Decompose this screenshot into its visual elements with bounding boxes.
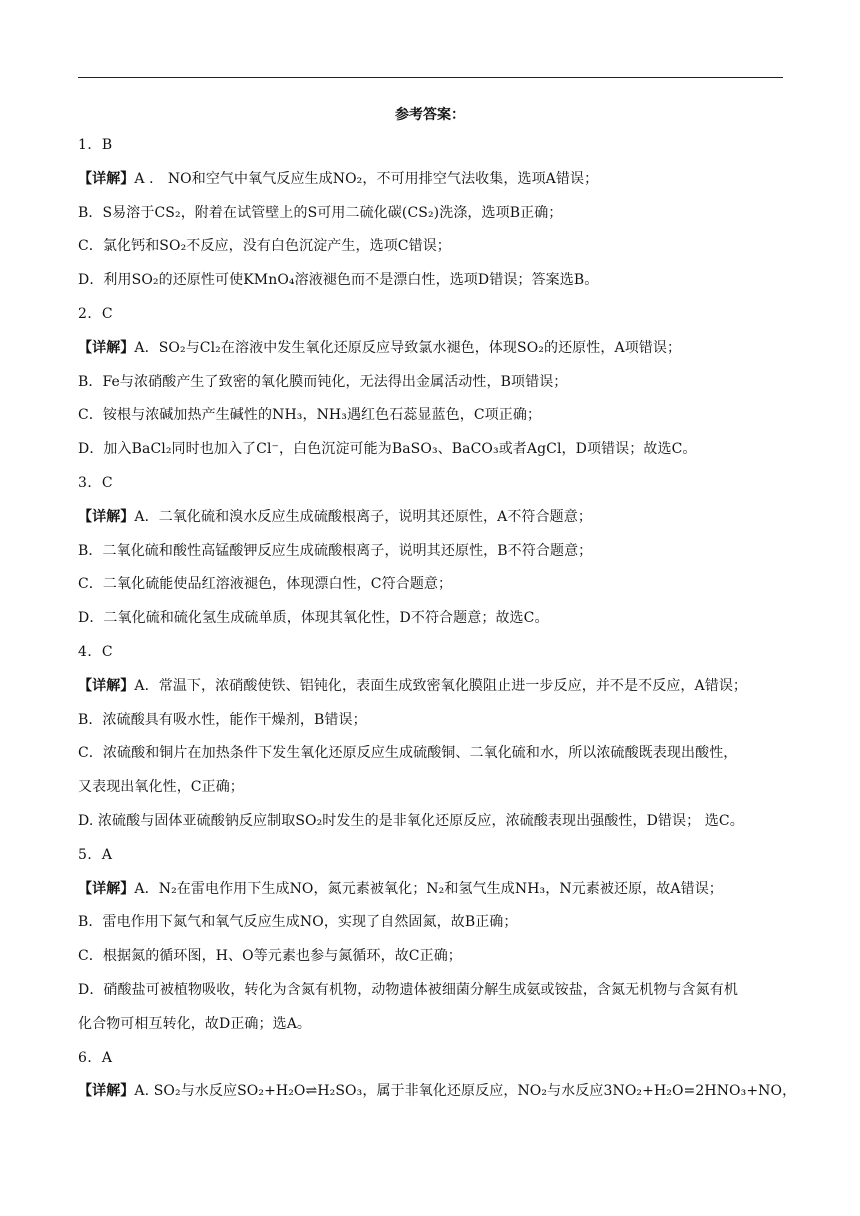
explanation-line <box>78 405 790 425</box>
explanation-line <box>78 980 790 1000</box>
explanation-line <box>78 439 790 459</box>
explanation-text: A．SO₂与Cl₂在溶液中发生氧化还原反应导致氯水褪色，体现SO₂的还原性，A项错误； <box>134 340 682 356</box>
explanation-label: 【详解】 <box>78 881 135 897</box>
explanation-text: B．二氧化硫和酸性高锰酸钾反应生成硫酸根离子，说明其还原性，B不符合题意； <box>78 543 593 559</box>
header-rule <box>78 77 783 78</box>
explanation-text: A．二氧化硫和溴水反应生成硫酸根离子，说明其还原性，A不符合题意； <box>134 509 592 525</box>
explanation-text: C．二氧化硫能使品红溶液褪色，体现漂白性，C符合题意； <box>78 576 453 592</box>
explanation-start-line <box>78 879 790 899</box>
explanation-line <box>78 946 790 966</box>
explanation-start-line <box>78 338 790 358</box>
explanation-text: 化合物可相互转化，故D正确；选A。 <box>78 1016 312 1032</box>
explanation-text: C．根据氮的循环图，H、O等元素也参与氮循环，故C正确； <box>78 948 462 964</box>
answer-key: 4．C <box>78 644 114 660</box>
explanation-line <box>78 710 790 730</box>
answer-key: 2．C <box>78 306 114 322</box>
explanation-label: 【详解】 <box>78 509 135 525</box>
explanation-text: D．硝酸盐可被植物吸收，转化为含氮有机物，动物遗体被细菌分解生成氨或铵盐，含氮无机物与含氮有机 <box>78 982 738 998</box>
answer-key: 6．A <box>78 1050 113 1066</box>
answer-key: 5．A <box>78 847 113 863</box>
explanation-text: C．浓硫酸和铜片在加热条件下发生氧化还原反应生成硫酸铜、二氧化硫和水，所以浓硫酸既表现出酸性， <box>78 745 738 761</box>
explanation-start-line <box>78 676 790 696</box>
explanation-text: C．氯化钙和SO₂不反应，没有白色沉淀产生，选项C错误； <box>78 238 451 254</box>
page-title: 参考答案： <box>395 107 465 123</box>
explanation-text: D．利用SO₂的还原性可使KMnO₄溶液褪色而不是漂白性，选项D错误；答案选B。 <box>78 272 599 288</box>
explanation-text: A．常温下，浓硝酸使铁、铝钝化，表面生成致密氧化膜阻止进一步反应，并不是不反应，A错误； <box>134 678 748 694</box>
explanation-line <box>78 1014 790 1034</box>
explanation-line <box>78 236 790 256</box>
explanation-start-line <box>78 169 790 189</box>
answer-key: 1．B <box>78 137 113 153</box>
explanation-text: A ． NO和空气中氧气反应生成NO₂，不可用排空气法收集，选项A错误； <box>134 171 599 187</box>
explanation-line <box>78 608 790 628</box>
explanation-text: D．二氧化硫和硫化氢生成硫单质，体现其氧化性，D不符合题意；故选C。 <box>78 610 549 626</box>
explanation-line <box>78 912 790 932</box>
explanation-label: 【详解】 <box>78 340 135 356</box>
explanation-line <box>78 372 790 392</box>
explanation-text: B．雷电作用下氮气和氧气反应生成NO，实现了自然固氮，故B正确； <box>78 914 518 930</box>
explanation-label: 【详解】 <box>78 171 135 187</box>
explanation-label: 【详解】 <box>78 678 135 694</box>
explanation-text: B．Fe与浓硝酸产生了致密的氧化膜而钝化，无法得出金属活动性，B项错误； <box>78 374 568 390</box>
explanation-text: D．加入BaCl₂同时也加入了Cl⁻，白色沉淀可能为BaSO₃、BaCO₃或者AgCl，D项错误；故选C。 <box>78 441 697 457</box>
explanation-text: C．铵根与浓碱加热产生碱性的NH₃，NH₃遇红色石蕊显蓝色，C项正确； <box>78 407 542 423</box>
explanation-text: 又表现出氧化性，C正确； <box>78 779 244 795</box>
explanation-start-line <box>78 507 790 527</box>
answer-key: 3．C <box>78 475 114 491</box>
explanation-label: 【详解】 <box>78 1083 135 1099</box>
explanation-line <box>78 270 790 290</box>
explanation-line <box>78 203 790 223</box>
explanation-line <box>78 811 790 831</box>
explanation-text: D. 浓硫酸与固体亚硫酸钠反应制取SO₂时发生的是非氧化还原反应，浓硫酸表现出强酸性，D错误； 选C。 <box>78 813 744 829</box>
explanation-text: A. SO₂与水反应SO₂+H₂O⇌H₂SO₃，属于非氧化还原反应，NO₂与水反应3NO₂+H₂O=2HNO₃+NO， <box>134 1083 797 1099</box>
explanation-line <box>78 574 790 594</box>
explanation-start-line <box>78 1081 797 1101</box>
explanation-text: B．S易溶于CS₂，附着在试管壁上的S可用二硫化碳(CS₂)洗涤，选项B正确； <box>78 205 563 221</box>
explanation-line <box>78 777 790 797</box>
explanation-text: A．N₂在雷电作用下生成NO，氮元素被氧化；N₂和氢气生成NH₃，N元素被还原，故A错误； <box>134 881 723 897</box>
explanation-line <box>78 541 790 561</box>
explanation-text: B．浓硫酸具有吸水性，能作干燥剂，B错误； <box>78 712 367 728</box>
explanation-line <box>78 743 790 763</box>
